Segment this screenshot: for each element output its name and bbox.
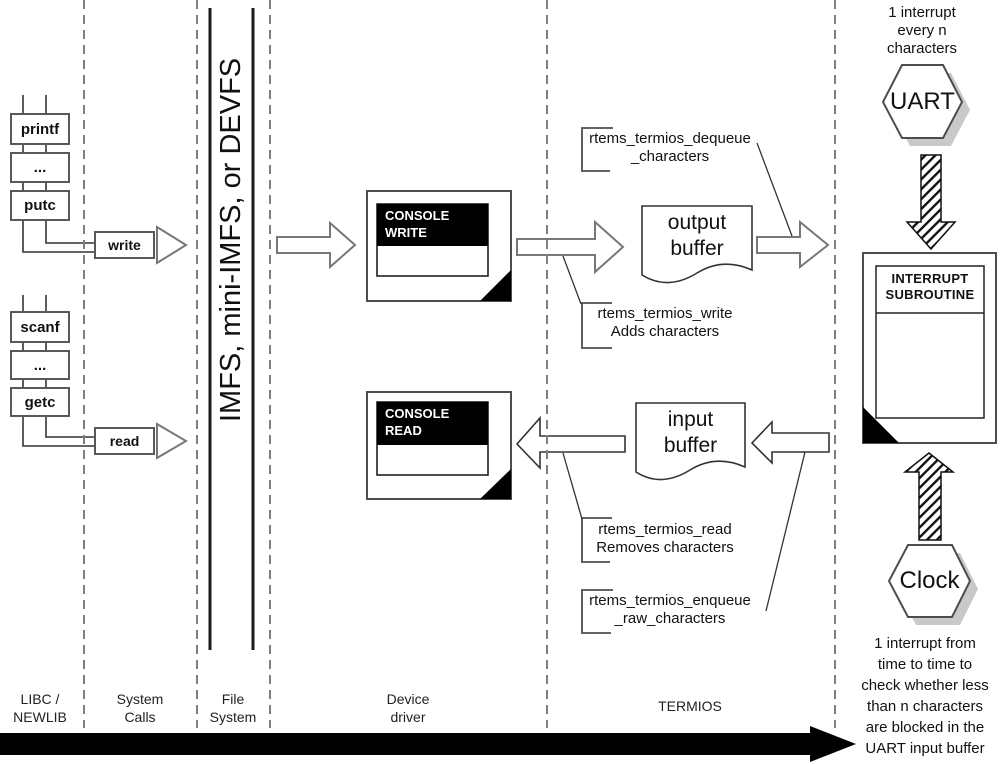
- clock-note-line5: are blocked in the: [865, 719, 985, 736]
- enqueue-annotation-line1: rtems_termios_enqueue: [589, 592, 751, 609]
- dequeue-annotation-line1: rtems_termios_dequeue: [589, 130, 751, 147]
- clock-note-line4: than n characters: [867, 698, 983, 715]
- column-label-fs-line2: System: [209, 709, 257, 725]
- arrow-syscalls-to-driver: [277, 223, 355, 267]
- column-label-driver-line1: Device: [386, 691, 430, 707]
- column-label-libc: [8, 690, 72, 726]
- input-buffer-label: [636, 407, 745, 459]
- console-read-title: [377, 405, 488, 439]
- output-buffer-label: [642, 210, 752, 262]
- console-write-title-line2: WRITE: [385, 225, 427, 240]
- enqueue-annotation-line2: _raw_characters: [614, 610, 726, 627]
- uart-interrupt-arrow-down: [907, 155, 955, 249]
- read-syscall-label: read: [109, 433, 140, 449]
- libc-input-ellipsis-box: [10, 350, 70, 380]
- column-label-fs: [201, 690, 265, 726]
- printf-label: printf: [20, 120, 60, 138]
- dequeue-annotation: [582, 130, 758, 166]
- putc-box: [10, 190, 70, 221]
- console-read-title-line1: CONSOLE: [385, 406, 450, 421]
- write-annotation-line1: rtems_termios_write: [597, 305, 733, 322]
- column-label-libc-line1: LIBC /: [20, 691, 60, 707]
- uart-note-line3: characters: [886, 40, 958, 57]
- arrow-input-buffer-to-console-read: [517, 418, 625, 468]
- dequeue-connector-line: [757, 143, 792, 236]
- enqueue-annotation: [582, 592, 758, 628]
- read-syscall-box: [94, 427, 155, 455]
- dequeue-annotation-line2: _characters: [630, 148, 710, 165]
- uart-note-line1: 1 interrupt: [888, 4, 956, 21]
- uart-note: [860, 4, 984, 58]
- clock-note-line6: UART input buffer: [865, 740, 985, 757]
- write-annotation-line2: Adds characters: [610, 323, 720, 340]
- libc-input-ellipsis: ...: [33, 356, 47, 374]
- column-label-termios: TERMIOS: [658, 698, 722, 714]
- getc-label: getc: [24, 393, 56, 411]
- printf-box: [10, 113, 70, 145]
- bottom-flow-arrow: [0, 726, 856, 762]
- scanf-label: scanf: [20, 318, 60, 336]
- isr-title-line2: SUBROUTINE: [885, 287, 975, 302]
- clock-interrupt-arrow-up: [905, 453, 953, 540]
- read-connector-line: [563, 453, 582, 519]
- column-label-libc-line2: NEWLIB: [13, 709, 67, 725]
- write-connector-line: [563, 256, 581, 304]
- console-write-title: [377, 207, 488, 241]
- column-label-driver-line2: driver: [390, 709, 426, 725]
- arrow-interrupt-to-input-buffer: [752, 422, 829, 463]
- input-buffer-line1: input: [667, 408, 714, 431]
- putc-label: putc: [24, 197, 56, 214]
- console-read-title-line2: READ: [385, 423, 422, 438]
- write-arrowhead: [157, 227, 186, 263]
- libc-output-ellipsis: ...: [33, 159, 47, 176]
- column-label-fs-line1: File: [221, 691, 245, 707]
- arrow-output-buffer-to-interrupt: [757, 222, 828, 267]
- read-annotation-line2: Removes characters: [596, 539, 734, 556]
- clock-label: Clock: [899, 567, 960, 594]
- file-system-band-label: IMFS, mini-IMFS, or DEVFS: [215, 57, 247, 422]
- isr-title-line1: INTERRUPT: [891, 271, 969, 286]
- read-arrowhead: [157, 424, 186, 458]
- getc-box: [10, 387, 70, 417]
- output-buffer-line2: buffer: [670, 237, 724, 260]
- uart-label: UART: [890, 88, 955, 115]
- clock-note-line2: time to time to: [877, 656, 973, 673]
- output-buffer-line1: output: [667, 211, 727, 234]
- clock-note-line3: check whether less: [861, 677, 989, 694]
- column-label-syscalls: [104, 690, 176, 726]
- column-label-syscalls-line2: Calls: [124, 709, 156, 725]
- enqueue-connector-line: [766, 452, 805, 611]
- column-label-syscalls-line1: System: [116, 691, 164, 707]
- column-label-driver: [368, 690, 448, 726]
- console-write-title-line1: CONSOLE: [385, 208, 450, 223]
- arrow-console-write-to-output-buffer: [517, 222, 623, 272]
- input-buffer-line2: buffer: [663, 434, 718, 457]
- write-syscall-label: write: [108, 237, 141, 253]
- uart-note-line2: every n: [897, 22, 947, 39]
- write-annotation: [586, 305, 744, 341]
- scanf-box: [10, 311, 70, 343]
- isr-title: [876, 271, 984, 303]
- write-syscall-box: [94, 231, 155, 259]
- libc-output-ellipsis-box: [10, 152, 70, 183]
- read-annotation: [586, 521, 744, 557]
- clock-note: [843, 633, 1003, 759]
- read-annotation-line1: rtems_termios_read: [598, 521, 732, 538]
- clock-note-line1: 1 interrupt from: [874, 635, 976, 652]
